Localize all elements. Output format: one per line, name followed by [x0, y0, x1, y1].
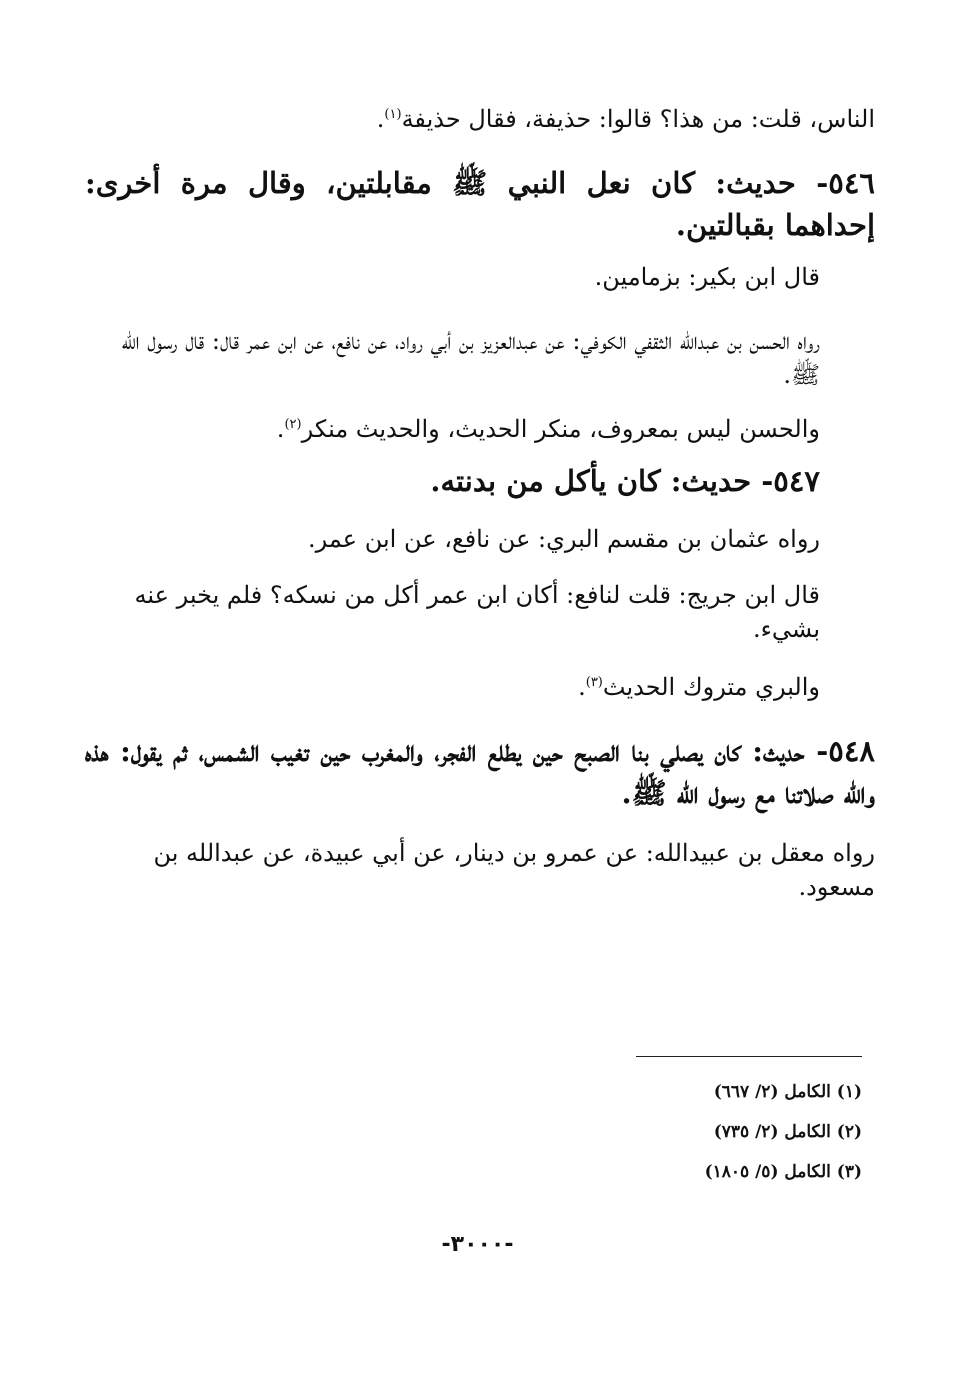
- footnote-ref-3: (٣): [585, 675, 603, 690]
- footnotes: [600, 1072, 862, 1192]
- page-body: [85, 92, 875, 904]
- narration-546: رواه الحسن بن عبدالله الثقفي الكوفي: عن عبدالعزيز بن أبي رواد، عن نافع، عن ابن عمر قال: قال رسول الله ﷺ.: [121, 327, 820, 389]
- grading-end: .: [276, 415, 285, 443]
- ibn-bukayr-note: قال ابن بكير: بزمامين.: [594, 263, 820, 291]
- hadith-547-heading: ٥٤٧- حديث: كان يأكل من بدنته.: [430, 464, 820, 498]
- footnote-3: (٣) الكامل (٥/ ١٨٠٥): [704, 1162, 862, 1182]
- footnote-ref-2: (٢): [284, 417, 302, 432]
- narration-547: رواه عثمان بن مقسم البري: عن نافع، عن ابن عمر.: [308, 525, 820, 553]
- grading-text: والبري متروك الحديث: [602, 673, 820, 701]
- ibn-jurayj-note: قال ابن جريج: قلت لنافع: أكان ابن عمر أكل من نسكه؟ فلم يخبر عنه بشيء.: [134, 581, 820, 643]
- hadith-548-heading: ٥٤٨- حديث: كان يصلي بنا الصبح حين يطلع الفجر، والمغرب حين تغيب الشمس، ثم يقول: هذه والله صلاتنا مع رسول الله ﷺ.: [85, 734, 875, 810]
- footnote-2: (٢) الكامل (٢/ ٧٣٥): [713, 1122, 862, 1142]
- paragraph-continuation: [85, 102, 875, 136]
- grading-end: .: [578, 673, 586, 701]
- page-number: -٣٠٠٠-: [441, 1232, 514, 1257]
- hadith-546-heading: ٥٤٦- حديث: كان نعل النبي ﷺ مقابلتين، وقال مرة أخرى: إحداهما بقبالتين.: [85, 166, 875, 242]
- footnote-1: (١) الكامل (٢/ ٦٦٧): [713, 1082, 862, 1102]
- paragraph-end: .: [376, 105, 385, 133]
- grading-547: [85, 670, 875, 704]
- paragraph-text: الناس، قلت: من هذا؟ قالوا: حذيفة، فقال حذيفة: [401, 105, 875, 133]
- grading-text: والحسن ليس بمعروف، منكر الحديث، والحديث منكر: [301, 415, 820, 443]
- narration-548: رواه معقل بن عبيدالله: عن عمرو بن دينار، عن أبي عبيدة، عن عبدالله بن مسعود.: [153, 839, 875, 901]
- grading-546: [85, 412, 875, 446]
- footnote-ref-1: (١): [384, 107, 402, 122]
- footnote-divider: [636, 1056, 862, 1057]
